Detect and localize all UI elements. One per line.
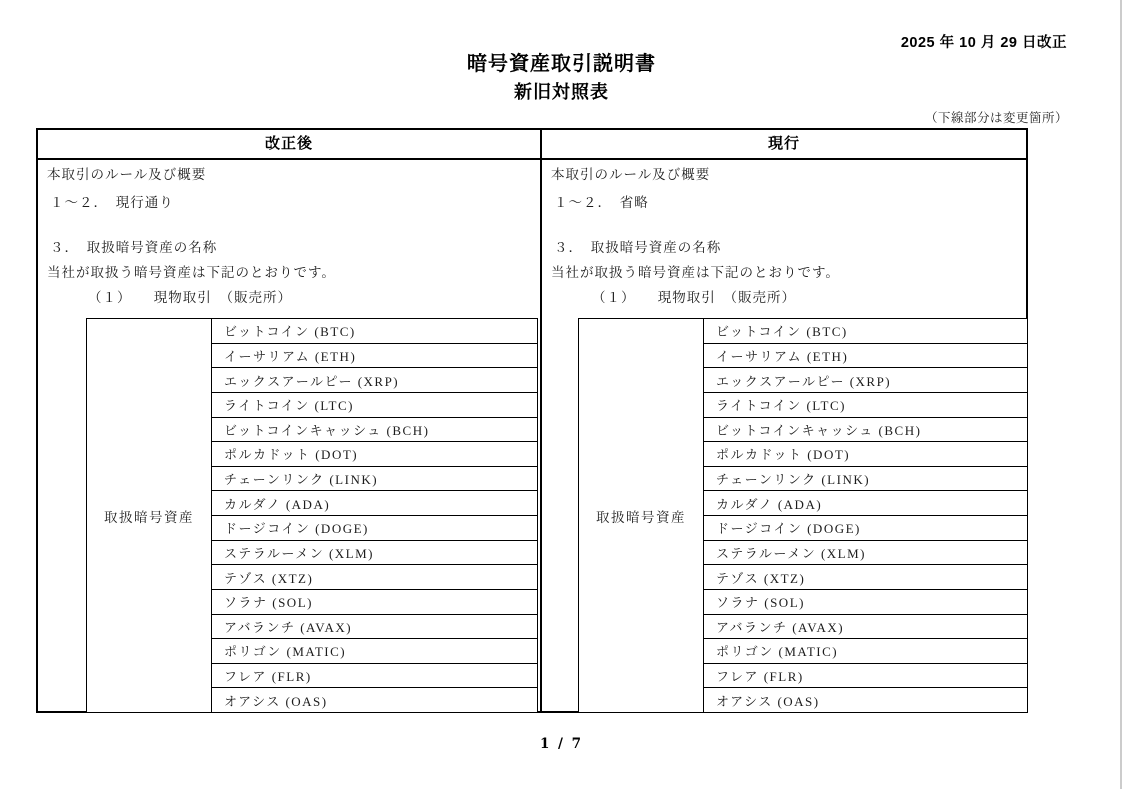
asset-row [212,615,537,640]
asset-name: チェーンリンク (LINK) [716,472,871,488]
items-range-line: １～２． 現行通り [50,195,174,210]
asset-row [704,516,1027,541]
asset-row [704,688,1027,712]
asset-row [212,393,537,418]
asset-row [212,664,537,689]
section-3-body: 当社が取扱う暗号資産は下記のとおりです。 [47,265,336,280]
asset-name: ソラナ (SOL) [716,595,805,611]
spot-trading-line: （１） 現物取引 （販売所） [88,290,292,305]
items-range-line: １～２． 省略 [554,195,649,210]
rule-heading: 本取引のルール及び概要 [551,167,711,182]
asset-row [212,418,537,443]
asset-row [212,442,537,467]
asset-name: フレア (FLR) [716,669,804,685]
asset-table-revised [86,318,538,713]
asset-name: ビットコイン (BTC) [224,324,356,340]
asset-name: アバランチ (AVAX) [224,619,353,635]
asset-name: ポルカドット (DOT) [716,447,851,463]
rule-heading: 本取引のルール及び概要 [47,167,207,182]
asset-row [212,344,537,369]
asset-name: ライトコイン (LTC) [716,398,846,414]
asset-row [212,319,537,344]
asset-row [704,442,1027,467]
asset-row [704,467,1027,492]
underline-note: （下線部分は変更箇所） [924,111,1068,125]
comparison-table-header-row [38,130,1026,160]
asset-row [212,467,537,492]
asset-name: ビットコイン (BTC) [716,324,848,340]
asset-name: エックスアールピー (XRP) [716,373,892,389]
revision-date: 2025 年 10 月 29 日改正 [900,35,1067,51]
asset-row [704,393,1027,418]
asset-name: ポルカドット (DOT) [224,447,359,463]
document-title: 暗号資産取引説明書 [467,53,656,75]
asset-row [704,664,1027,689]
asset-row [704,491,1027,516]
asset-row [704,639,1027,664]
asset-table-current [578,318,1028,713]
asset-name: ステラルーメン (XLM) [716,545,866,561]
asset-name: ビットコインキャッシュ (BCH) [224,422,430,438]
asset-name: ドージコイン (DOGE) [716,521,861,537]
asset-list [212,319,537,712]
asset-row [704,344,1027,369]
asset-name: ドージコイン (DOGE) [224,521,369,537]
document-subtitle: 新旧対照表 [514,82,609,102]
asset-row [704,319,1027,344]
section-3-heading: ３． 取扱暗号資産の名称 [50,240,218,255]
asset-row [704,418,1027,443]
asset-name: オアシス (OAS) [716,693,820,709]
asset-row [704,541,1027,566]
asset-name: ステラルーメン (XLM) [224,545,374,561]
document-title-block [0,51,1123,104]
asset-name: イーサリアム (ETH) [716,348,849,364]
column-header-current: 現行 [767,135,800,152]
asset-name: ポリゴン (MATIC) [224,644,347,660]
section-3-heading: ３． 取扱暗号資産の名称 [554,240,722,255]
asset-name: カルダノ (ADA) [716,496,823,512]
asset-name: アバランチ (AVAX) [716,619,845,635]
asset-name: イーサリアム (ETH) [224,348,357,364]
asset-row [212,590,537,615]
asset-row [704,368,1027,393]
asset-name: ライトコイン (LTC) [224,398,354,414]
asset-name: エックスアールピー (XRP) [224,373,400,389]
asset-name: テゾス (XTZ) [224,570,314,586]
asset-name: ポリゴン (MATIC) [716,644,839,660]
asset-name: ビットコインキャッシュ (BCH) [716,422,922,438]
asset-list [704,319,1027,712]
asset-name: テゾス (XTZ) [716,570,806,586]
asset-row [212,368,537,393]
asset-row [704,615,1027,640]
asset-row [704,565,1027,590]
asset-name: カルダノ (ADA) [224,496,331,512]
asset-row [212,516,537,541]
asset-row [212,491,537,516]
asset-table-row-label: 取扱暗号資産 [87,319,212,712]
asset-row [212,541,537,566]
asset-row [212,639,537,664]
asset-name: フレア (FLR) [224,669,312,685]
asset-table-row-label: 取扱暗号資産 [579,319,704,712]
page-edge-line [1120,0,1122,789]
asset-name: オアシス (OAS) [224,693,328,709]
asset-row [212,565,537,590]
asset-row [212,688,537,712]
column-header-revised: 改正後 [38,130,542,158]
spot-trading-line: （１） 現物取引 （販売所） [592,290,796,305]
asset-name: ソラナ (SOL) [224,595,313,611]
page-number: 1 / 7 [539,736,584,752]
asset-name: チェーンリンク (LINK) [224,472,379,488]
asset-row [704,590,1027,615]
section-3-body: 当社が取扱う暗号資産は下記のとおりです。 [551,265,840,280]
